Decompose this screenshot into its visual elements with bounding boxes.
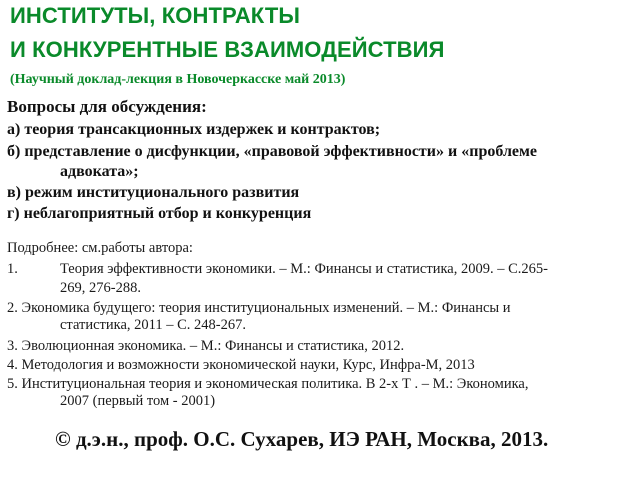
subtitle: (Научный доклад-лекция в Новочеркасске май 2013) (10, 72, 346, 87)
reference-5-line-2: 2007 (первый том - 2001) (60, 393, 216, 409)
reference-4: 4. Методология и возможности экономической науки, Курс, Инфра-М, 2013 (7, 357, 475, 373)
questions-heading: Вопросы для обсуждения: (7, 97, 207, 116)
references-heading: Подробнее: см.работы автора: (7, 240, 193, 256)
question-a: а) теория трансакционных издержек и контрактов; (7, 121, 381, 138)
reference-1-line-1 (7, 261, 548, 278)
footer-copyright: © д.э.н., проф. О.С. Сухарев, ИЭ РАН, Москва, 2013. (55, 427, 549, 451)
reference-2-line-2: статистика, 2011 – С. 248-267. (60, 317, 246, 333)
title-line-1: ИНСТИТУТЫ, КОНТРАКТЫ (10, 3, 301, 28)
reference-3: 3. Эволюционная экономика. – М.: Финансы и статистика, 2012. (7, 338, 405, 354)
question-b-line-2: адвоката»; (60, 163, 139, 180)
reference-1-line-2: 269, 276-288. (60, 280, 141, 296)
reference-5-line-1: 5. Институциональная теория и экономическая политика. В 2-х Т . – М.: Экономика, (7, 376, 529, 392)
reference-1-text: Теория эффективности экономики. – М.: Финансы и статистика, 2009. – С.265- (60, 261, 548, 277)
question-b-line-1: б) представление о дисфункции, «правовой эффективности» и «проблеме (7, 143, 538, 160)
question-c: в) режим институционального развития (7, 184, 300, 201)
question-d: г) неблагоприятный отбор и конкуренция (7, 205, 312, 222)
reference-2-line-1: 2. Экономика будущего: теория институциональных изменений. – М.: Финансы и (7, 300, 511, 316)
title-line-2: И КОНКУРЕНТНЫЕ ВЗАИМОДЕЙСТВИЯ (10, 37, 445, 62)
reference-1-number: 1. (7, 261, 18, 277)
